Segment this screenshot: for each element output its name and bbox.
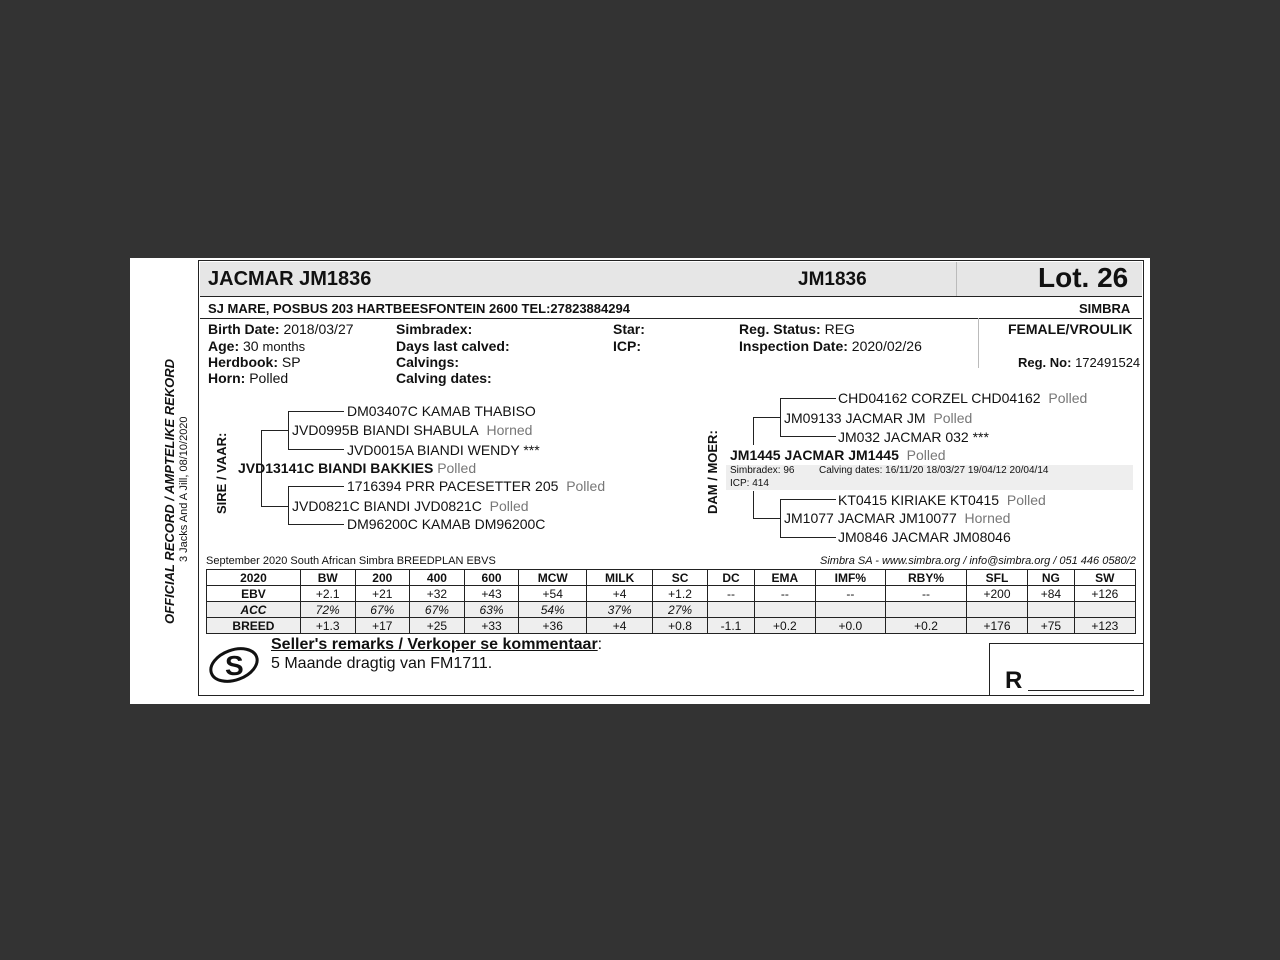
ebv-cell: -1.1 (707, 618, 754, 634)
ebv-cell: +1.3 (300, 618, 355, 634)
owner-address: SJ MARE, POSBUS 203 HARTBEESFONTEIN 2600 TEL:27823884294 (208, 301, 630, 316)
ebv-header-11: RBY% (886, 570, 967, 586)
ebv-row-label: EBV (207, 586, 301, 602)
ebv-cell: +4 (587, 618, 653, 634)
ebv-cell: +0.8 (653, 618, 708, 634)
price-line (1028, 690, 1134, 691)
ebv-cell: +176 (966, 618, 1027, 634)
dam-label: DAM / MOER: (705, 430, 720, 514)
ebv-cell: +4 (587, 586, 653, 602)
ebv-cell: +0.0 (815, 618, 886, 634)
ebv-cell: +84 (1028, 586, 1075, 602)
dam-calving-dates: Calving dates: 16/11/20 18/03/27 19/04/12 20/04/14 (819, 465, 1049, 476)
ebv-header-4: 600 (464, 570, 519, 586)
ebv-cell: 63% (464, 602, 519, 618)
ebv-cell: +75 (1028, 618, 1075, 634)
age: Age: 30 months (208, 338, 306, 354)
ebv-cell (1074, 602, 1135, 618)
star-label: Star: (613, 321, 645, 337)
dam-simbradex: Simbradex: 96 (730, 465, 795, 476)
ebv-cell: +126 (1074, 586, 1135, 602)
breed-label: SIMBRA (1079, 301, 1131, 316)
ebv-cell: 37% (587, 602, 653, 618)
ebv-cell (886, 602, 967, 618)
ebv-cell: -- (707, 586, 754, 602)
ebv-cell (755, 602, 815, 618)
ebv-header-12: SFL (966, 570, 1027, 586)
ebv-cell: +33 (464, 618, 519, 634)
animal-name: JACMAR JM1836 (208, 268, 372, 290)
sire-dam-sire: 1716394 PRR PACESETTER 205 Polled (347, 478, 606, 494)
ebv-header-3: 400 (410, 570, 465, 586)
reg-status: Reg. Status: REG (739, 321, 855, 337)
ebv-cell: +17 (355, 618, 410, 634)
sale-name-label: 3 Jacks And A Jill, 08/10/2020 (178, 416, 190, 562)
ebv-header-2: 200 (355, 570, 410, 586)
inspection-date: Inspection Date: 2020/02/26 (739, 338, 922, 354)
dam-dam-sire: KT0415 KIRIAKE KT0415 Polled (838, 492, 1046, 508)
ebv-cell: +36 (519, 618, 587, 634)
dam-sire-dam: JM032 JACMAR 032 *** (838, 429, 989, 445)
sire-sire-sire: DM03407C KAMAB THABISO (347, 403, 536, 419)
ebv-cell: +43 (464, 586, 519, 602)
ebv-header-9: EMA (755, 570, 815, 586)
ebv-cell: 67% (355, 602, 410, 618)
ebv-cell: +21 (355, 586, 410, 602)
ebv-header-8: DC (707, 570, 754, 586)
ebv-header-13: NG (1028, 570, 1075, 586)
dam-name: JM1445 JACMAR JM1445 Polled (730, 447, 946, 463)
icp-label: ICP: (613, 338, 641, 354)
sire-label: SIRE / VAAR: (214, 432, 229, 514)
horn: Horn: Polled (208, 370, 289, 386)
calving-dates-label: Calving dates: (396, 370, 492, 386)
ebv-header-6: MILK (587, 570, 653, 586)
ebv-table (206, 569, 1136, 634)
simbra-logo-letter: S (225, 650, 244, 681)
ebv-contact: Simbra SA - www.simbra.org / info@simbra.org / 051 446 0580/2 (820, 555, 1136, 567)
ebv-header-5: MCW (519, 570, 587, 586)
ebv-cell (707, 602, 754, 618)
ebv-cell: 27% (653, 602, 708, 618)
sex-label: FEMALE/VROULIK (1008, 321, 1133, 337)
dam-sire: JM09133 JACMAR JM Polled (784, 410, 973, 426)
ebv-cell: +32 (410, 586, 465, 602)
ebv-cell: 67% (410, 602, 465, 618)
ebv-header-7: SC (653, 570, 708, 586)
ebv-cell: 72% (300, 602, 355, 618)
remarks-title: Seller's remarks / Verkoper se kommentaar: (271, 636, 603, 653)
dam-dam-dam: JM0846 JACMAR JM08046 (838, 529, 1011, 545)
reg-number: Reg. No: 172491524 (1018, 355, 1141, 370)
official-record-label: OFFICIAL RECORD / AMPTELIKE REKORD (162, 358, 177, 624)
ebv-header-1: BW (300, 570, 355, 586)
ebv-row-label: ACC (207, 602, 301, 618)
ebv-cell: -- (815, 586, 886, 602)
dam-icp: ICP: 414 (730, 478, 769, 489)
dam-dam: JM1077 JACMAR JM10077 Horned (784, 510, 1011, 526)
ebv-cell: 54% (519, 602, 587, 618)
ebv-cell: +54 (519, 586, 587, 602)
ebv-header-10: IMF% (815, 570, 886, 586)
sire-dam-dam: DM96200C KAMAB DM96200C (347, 516, 546, 532)
ebv-header-0: 2020 (207, 570, 301, 586)
birth-date: Birth Date: 2018/03/27 (208, 321, 354, 337)
ebv-cell (966, 602, 1027, 618)
herdbook: Herdbook: SP (208, 354, 301, 370)
ebv-cell: +0.2 (886, 618, 967, 634)
ebv-cell: +2.1 (300, 586, 355, 602)
calvings-label: Calvings: (396, 354, 460, 370)
ebv-cell (1028, 602, 1075, 618)
ebv-cell: +25 (410, 618, 465, 634)
lot-number: Lot. 26 (1038, 262, 1129, 293)
sire-sire: JVD0995B BIANDI SHABULA Horned (292, 422, 533, 438)
ebv-cell: +0.2 (755, 618, 815, 634)
price-label: R (1005, 667, 1023, 694)
sire-sire-dam: JVD0015A BIANDI WENDY *** (347, 442, 540, 458)
simbra-logo (208, 644, 256, 684)
ebv-cell: -- (886, 586, 967, 602)
ebv-cell: -- (755, 586, 815, 602)
ebv-cell (815, 602, 886, 618)
lot-card (130, 258, 1150, 704)
remarks-text: 5 Maande dragtig van FM1711. (271, 655, 493, 672)
animal-code: JM1836 (798, 269, 867, 290)
ebv-cell: +123 (1074, 618, 1135, 634)
ebv-cell: +200 (966, 586, 1027, 602)
sire-name: JVD13141C BIANDI BAKKIES Polled (238, 460, 477, 476)
ebv-caption: September 2020 South African Simbra BREEDPLAN EBVS (206, 555, 496, 567)
ebv-row-label: BREED (207, 618, 301, 634)
simbradex-label: Simbradex: (396, 321, 473, 337)
dam-sire-sire: CHD04162 CORZEL CHD04162 Polled (838, 390, 1088, 406)
days-last-calved-label: Days last calved: (396, 338, 510, 354)
ebv-cell: +1.2 (653, 586, 708, 602)
ebv-header-14: SW (1074, 570, 1135, 586)
sire-dam: JVD0821C BIANDI JVD0821C Polled (292, 498, 529, 514)
